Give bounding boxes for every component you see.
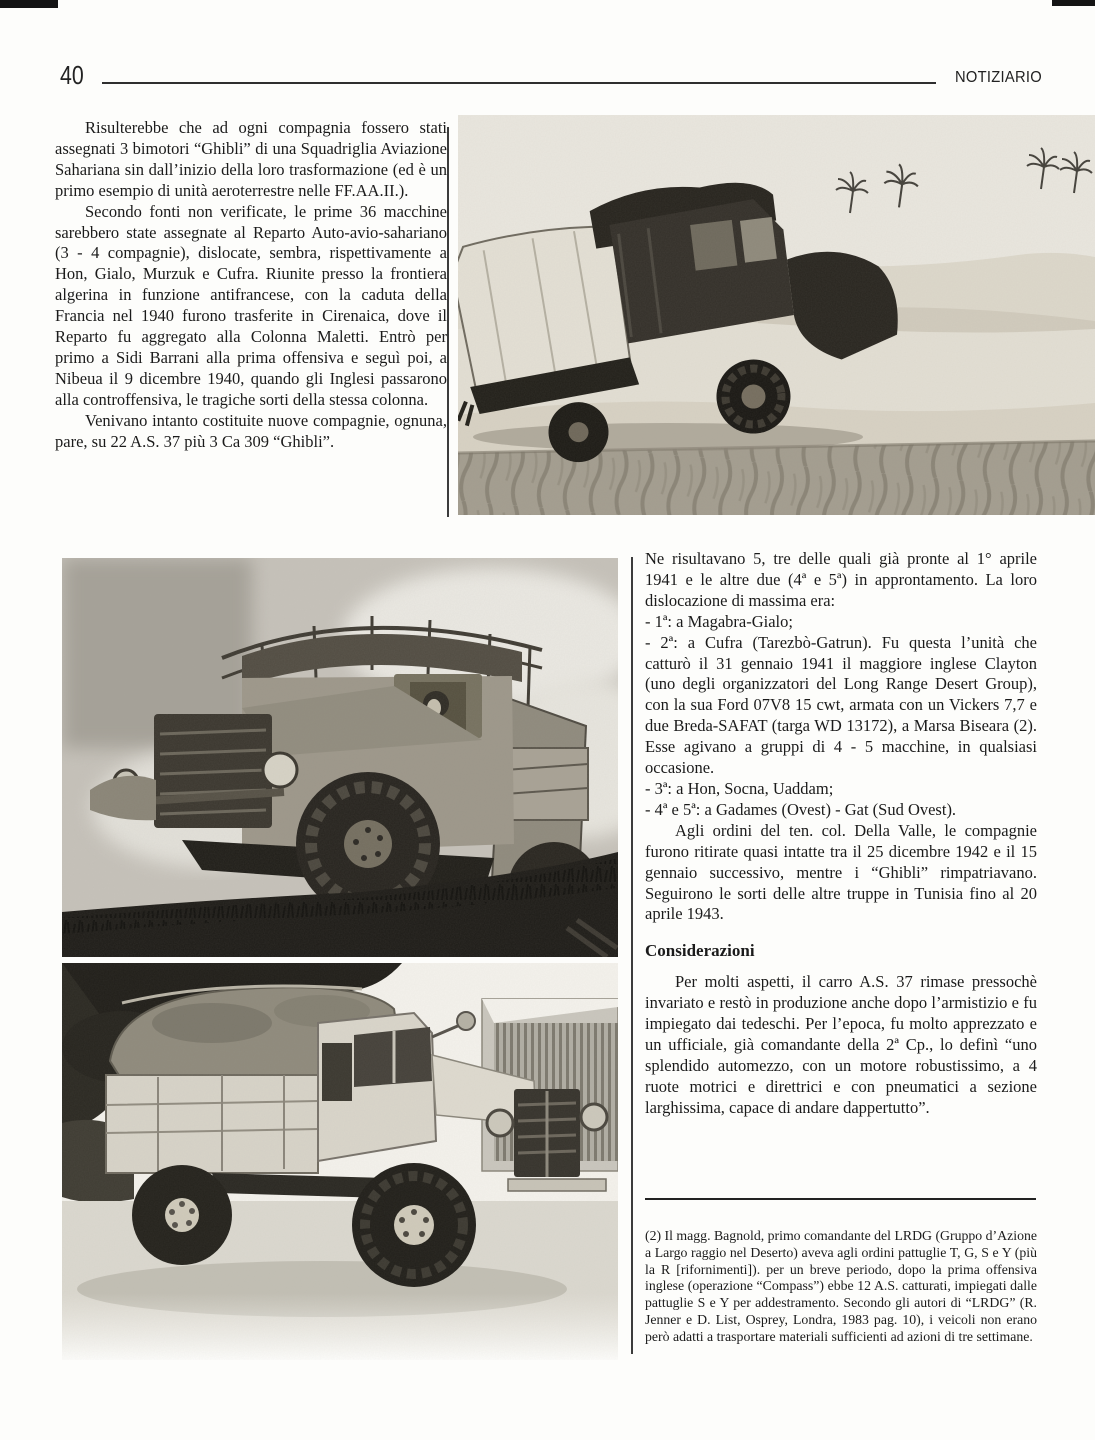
footnote-rule	[645, 1198, 1036, 1200]
considerazioni-heading: Considerazioni	[645, 941, 755, 961]
paragraph: Risulterebbe che ad ogni compagnia fossero stati assegnati 3 bimotori “Ghibli” di una Squadriglia Aviazione Sahariana sin dall’inizio della loro trasformazione (ed è un primo esempio di unità aeroterrestre nelle FF.AA.II.).	[55, 118, 447, 200]
paragraph: Ne risultavano 5, tre delle quali già pronte al 1° aprile 1941 e le altre due (4ª e 5ª) in approntamento. La loro dislocazione di massima era:	[645, 549, 1037, 610]
column-separator-rule	[447, 127, 449, 517]
paragraph: Agli ordini del ten. col. Della Valle, le compagnie furono ritirate quasi intatte tra il 25 dicembre 1942 e il 15 gennaio successivo, mentre i “Ghibli” rimpatriavano. Seguirono le sorti delle altre truppe in Tunisia fino al 20 aprile 1943.	[645, 820, 1037, 924]
footnote-text: (2) Il magg. Bagnold, primo comandante del LRDG (Gruppo d’Azione a Largo raggio nel Deserto) aveva agli ordini pattuglie T, G, S e Y (più la R [rifornimenti]). per un breve periodo, dopo la prima offensiva inglese (operazione “Compass”) ebbe 12 A.S. catturati, impiegati dalle pattuglie S e Y per addestramento. Secondo gli autori di “LRDG” (R. Jenner e D. List, Osprey, Londra, 1983 pag. 10), i veicoli non erano però adatti a trasportare materiali sufficienti ad azioni di tre settimane.	[645, 1228, 1037, 1344]
disposition-item: - 4ª e 5ª: a Gadames (Ovest) - Gat (Sud Ovest).	[645, 799, 957, 819]
photo-truck-hill-climb	[62, 558, 618, 957]
section-title: NOTIZIARIO	[955, 69, 1042, 86]
photo-truck-desert-dunes	[458, 115, 1095, 515]
disposition-item: - 2ª: a Cufra (Tarezbò-Gatrun). Fu questa l’unità che catturò il 31 gennaio 1941 il maggiore inglese Clayton (uno degli organizzatori del Long Range Desert Group), con la sua Ford 07V8 15 cwt, armata con un Vickers 7,7 e due Breda-SAFAT (targa WD 13172), a Marsa Biseara (2). Esse agivano a gruppi di 4 - 5 macchine, in qualsiasi occasione.	[645, 632, 1037, 778]
footnote	[645, 1228, 1037, 1346]
column-separator-rule	[631, 557, 633, 1354]
photo-truck-parked	[62, 963, 618, 1360]
paragraph: Per molti aspetti, il carro A.S. 37 rimase pressochè invariato e restò in produzione anche dopo l’armistizio e fu impiegato dai tedeschi. Per l’epoca, fu molto apprezzato e un ufficiale, già comandante della 2ª Cp., lo definì “uno splendido automezzo, con un motore robustissimo, a 4 ruote motrici e direttrici e con pneumatici a sezione larghissima, capace di andare dappertutto”.	[645, 972, 1037, 1117]
page-number: 40	[60, 60, 84, 90]
right-text-column	[645, 549, 1037, 1119]
disposition-item: - 3ª: a Hon, Socna, Uaddam;	[645, 778, 834, 798]
header-rule	[102, 82, 936, 84]
paragraph: Venivano intanto costituite nuove compagnie, ognuna, pare, su 22 A.S. 37 più 3 Ca 309 “Ghibli”.	[55, 410, 447, 451]
disposition-item: - 1ª: a Magabra-Gialo;	[645, 611, 793, 631]
paragraph: Secondo fonti non verificate, le prime 36 macchine sarebbero state assegnate al Reparto Auto-avio-sahariano (3 - 4 compagnie), dislocate, sembra, rispettivamente a Hon, Gialo, Murzuk e Cufra. Riunite presso la frontiera algerina in funzione antifrancese, con la caduta della Francia nel 1940 furono trasferite in Cirenaica, dove il Reparto fu aggregato alla Colonna Maletti. Entrò per primo a Sidi Barrani alla prima offensiva e seguì poi, a Nibeua il 9 dicembre 1940, quando gli Inglesi passarono alla controffensiva, le tragiche sorti della stessa colonna.	[55, 201, 447, 409]
scan-artifact-top-right	[1052, 0, 1095, 6]
left-text-column	[55, 118, 447, 453]
scan-artifact-top-left	[0, 0, 58, 8]
